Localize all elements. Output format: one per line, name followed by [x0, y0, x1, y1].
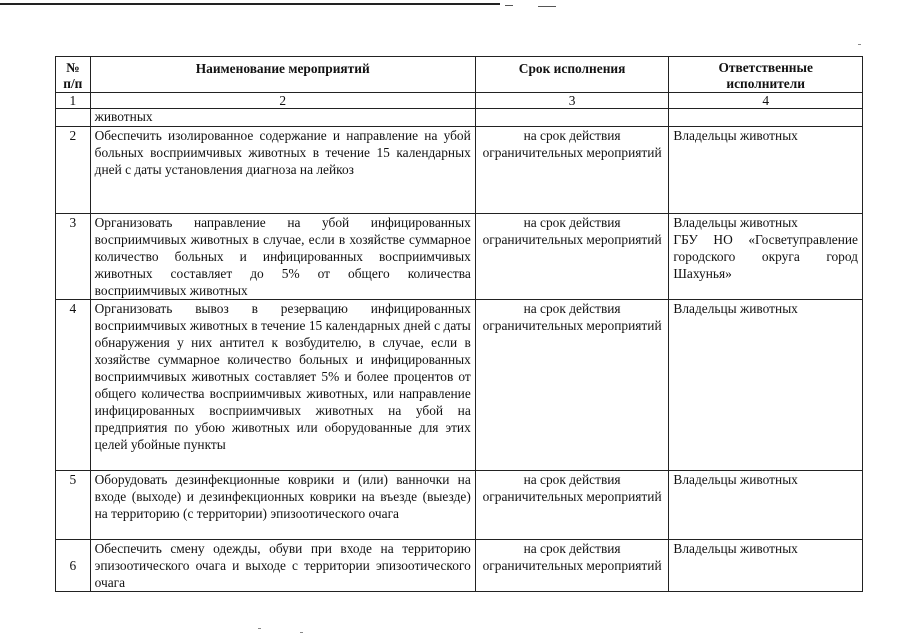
- row-num: 2: [56, 127, 91, 214]
- scan-speck: [858, 44, 861, 45]
- scan-artifact-dash: [538, 6, 556, 7]
- row-term: на срок действия ограничительных мероприятий: [475, 214, 669, 300]
- header-term: Срок исполнения: [475, 57, 669, 93]
- header-resp: Ответственные исполнители: [669, 57, 863, 93]
- continuation-text: животных: [90, 109, 475, 127]
- table-row: [56, 300, 863, 471]
- row-num: 6: [56, 540, 91, 592]
- header-num: № п/п: [56, 57, 91, 93]
- continuation-row: [56, 109, 863, 127]
- table-row: [56, 540, 863, 592]
- scan-speck: [300, 632, 303, 633]
- measures-table: [55, 56, 863, 592]
- row-text: Организовать направление на убой инфицированных восприимчивых животных в случае, если в хозяйстве суммарное количество больных и инфицированных восприимчивых животных составляет до 5% от общего количества восприимчивых животных: [90, 214, 475, 300]
- row-num: 4: [56, 300, 91, 471]
- row-resp: Владельцы животных: [669, 471, 863, 540]
- row-num: 5: [56, 471, 91, 540]
- scan-speck: [258, 628, 261, 629]
- scan-artifact-dash: [505, 5, 513, 6]
- table-row: [56, 214, 863, 300]
- row-term: на срок действия ограничительных мероприятий: [475, 127, 669, 214]
- scan-artifact-line: [0, 3, 500, 5]
- index-cell: 2: [90, 93, 475, 109]
- row-term: на срок действия ограничительных мероприятий: [475, 300, 669, 471]
- row-term: на срок действия ограничительных мероприятий: [475, 540, 669, 592]
- index-cell: 4: [669, 93, 863, 109]
- index-cell: 1: [56, 93, 91, 109]
- row-num: 3: [56, 214, 91, 300]
- row-text: Обеспечить смену одежды, обуви при входе на территорию эпизоотического очага и выходе с территории эпизоотического очага: [90, 540, 475, 592]
- index-row: [56, 93, 863, 109]
- row-resp: Владельцы животных: [669, 540, 863, 592]
- row-text: Оборудовать дезинфекционные коврики и (или) ванночки на входе (выходе) и дезинфекционных коврики на въезде (выезде) на территорию (с территории) эпизоотического очага: [90, 471, 475, 540]
- row-resp: Владельцы животных: [669, 127, 863, 214]
- header-row: [56, 57, 863, 93]
- row-text: Организовать вывоз в резервацию инфицированных восприимчивых животных в течение 15 календарных дней с даты обнаружения у них антител к возбудителю, в случае, если в хозяйстве суммарное количество больных и инфицированных восприимчивых животных составляет 5% и более процентов от общего количества восприимчивых животных, или направление инфицированных восприимчивых животных на убой на предприятия по убою животных или оборудованные для этих целей убойные пункты: [90, 300, 475, 471]
- row-resp: Владельцы животных: [669, 300, 863, 471]
- row-text: Обеспечить изолированное содержание и направление на убой больных восприимчивых животных в течение 15 календарных дней с даты установления диагноза на лейкоз: [90, 127, 475, 214]
- row-resp: Владельцы животных ГБУ НО «Госветуправление городского округа город Шахунья»: [669, 214, 863, 300]
- header-name: Наименование мероприятий: [90, 57, 475, 93]
- row-term: на срок действия ограничительных мероприятий: [475, 471, 669, 540]
- table-row: [56, 127, 863, 214]
- index-cell: 3: [475, 93, 669, 109]
- table-row: [56, 471, 863, 540]
